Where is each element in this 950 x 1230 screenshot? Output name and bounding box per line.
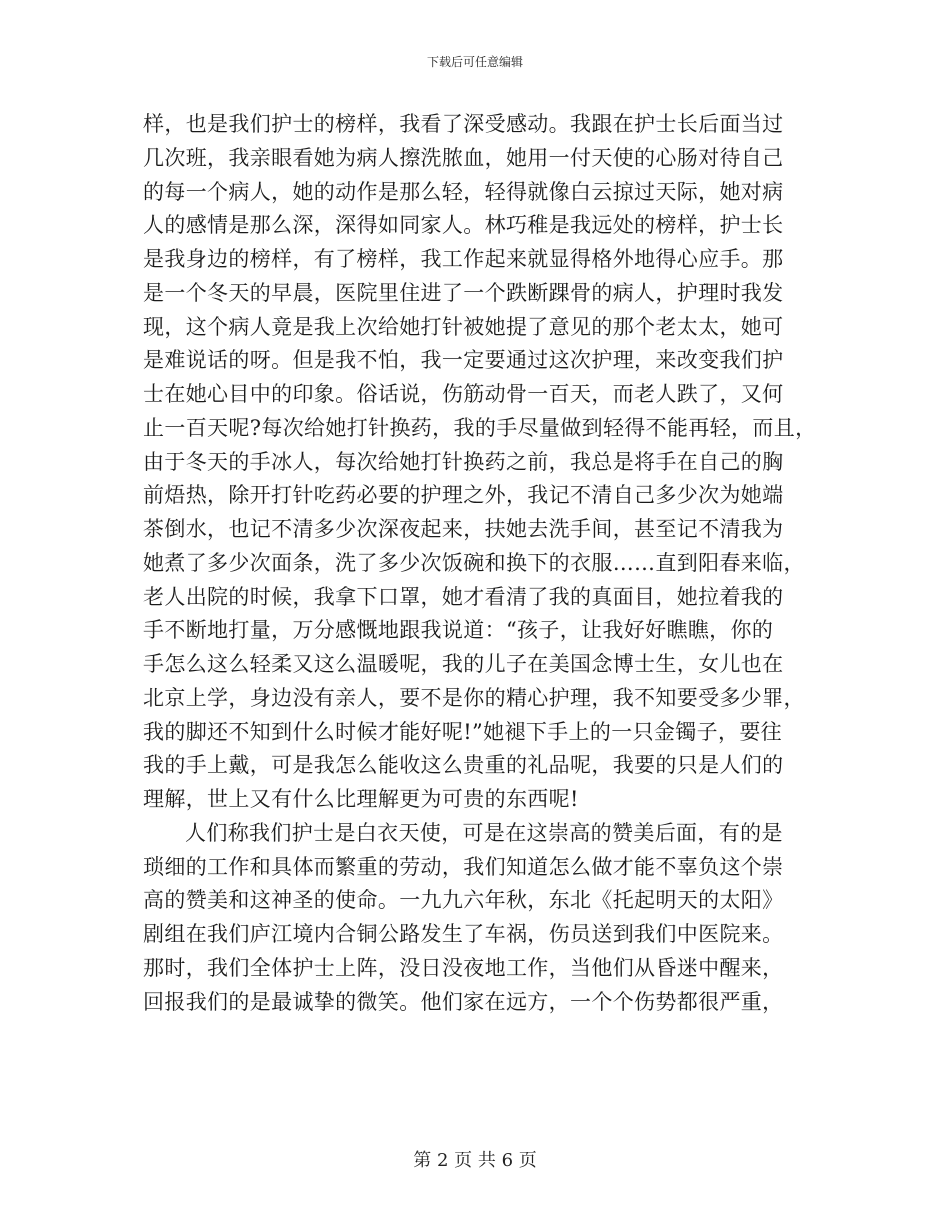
text-line: 前焐热，除开打针吃药必要的护理之外，我记不清自己多少次为她端 (143, 483, 784, 508)
body-text (143, 108, 817, 1019)
text-line: 人的感情是那么深，深得如同家人。林巧稚是我远处的榜样，护士长 (143, 213, 784, 238)
text-line: 现，这个病人竟是我上次给她打针被她提了意见的那个老太太，她可 (143, 314, 784, 339)
text-line: 茶倒水，也记不清多少次深夜起来，扶她去洗手间，甚至记不清我为 (143, 517, 784, 541)
text-line: 剧组在我们庐江境内合铜公路发生了车祸，伤员送到我们中医院来。 (143, 922, 784, 946)
text-line: 是一个冬天的早晨，医院里住进了一个跌断踝骨的病人，护理时我发 (143, 280, 784, 305)
text-line: 止一百天呢?每次给她打针换药，我的手尽量做到轻得不能再轻，而且， (143, 415, 817, 440)
text-line: 理解，世上又有什么比理解更为可贵的东西呢! (143, 787, 579, 811)
text-line: 几次班，我亲眼看她为病人擦洗脓血，她用一付天使的心肠对待自己 (143, 145, 784, 170)
text-line: 样，也是我们护士的榜样，我看了深受感动。我跟在护士长后面当过 (143, 112, 784, 136)
text-line: 士在她心目中的印象。俗话说，伤筋动骨一百天，而老人跌了，又何 (143, 382, 784, 406)
text-line: 的每一个病人，她的动作是那么轻，轻得就像白云掠过天际，她对病 (143, 179, 784, 204)
text-line: 北京上学，身边没有亲人，要不是你的精心护理，我不知要受多少罪， (143, 685, 805, 710)
page-number: 第 2 页 共 6 页 (413, 1150, 537, 1171)
paragraph-start-line: 人们称我们护士是白衣天使，可是在这崇高的赞美后面，有的是 (185, 820, 783, 845)
text-line: 我的手上戴，可是我怎么能收这么贵重的礼品呢，我要的只是人们的 (143, 753, 784, 778)
text-line: 她煮了多少次面条，洗了多少次饭碗和换下的衣服……直到阳春来临， (143, 550, 805, 575)
text-line: 琐细的工作和具体而繁重的劳动，我们知道怎么做才能不辜负这个崇 (143, 854, 784, 879)
text-line: 回报我们的是最诚挚的微笑。他们家在远方，一个个伤势都很严重， (143, 989, 784, 1014)
text-line: 是我身边的榜样，有了榜样，我工作起来就显得格外地得心应手。那 (143, 247, 784, 271)
page-header: 下载后可任意编辑 (426, 55, 523, 69)
text-line: 手不断地打量，万分感慨地跟我说道：“孩子，让我好好瞧瞧，你的 (143, 618, 774, 643)
text-line: 高的赞美和这神圣的使命。一九九六年秋，东北《托起明天的太阳》 (143, 888, 784, 913)
text-line: 是难说话的呀。但是我不怕，我一定要通过这次护理，来改变我们护 (143, 348, 784, 373)
text-line: 手怎么这么轻柔又这么温暖呢，我的儿子在美国念博士生，女儿也在 (143, 652, 784, 676)
text-line: 那时，我们全体护士上阵，没日没夜地工作，当他们从昏迷中醒来， (143, 955, 784, 980)
text-line: 由于冬天的手冰人，每次给她打针换药之前，我总是将手在自己的胸 (143, 449, 784, 474)
text-line: 老人出院的时候，我拿下口罩，她才看清了我的真面目，她拉着我的 (143, 584, 784, 609)
text-line: 我的脚还不知到什么时候才能好呢!”她褪下手上的一只金镯子，要往 (143, 719, 783, 744)
